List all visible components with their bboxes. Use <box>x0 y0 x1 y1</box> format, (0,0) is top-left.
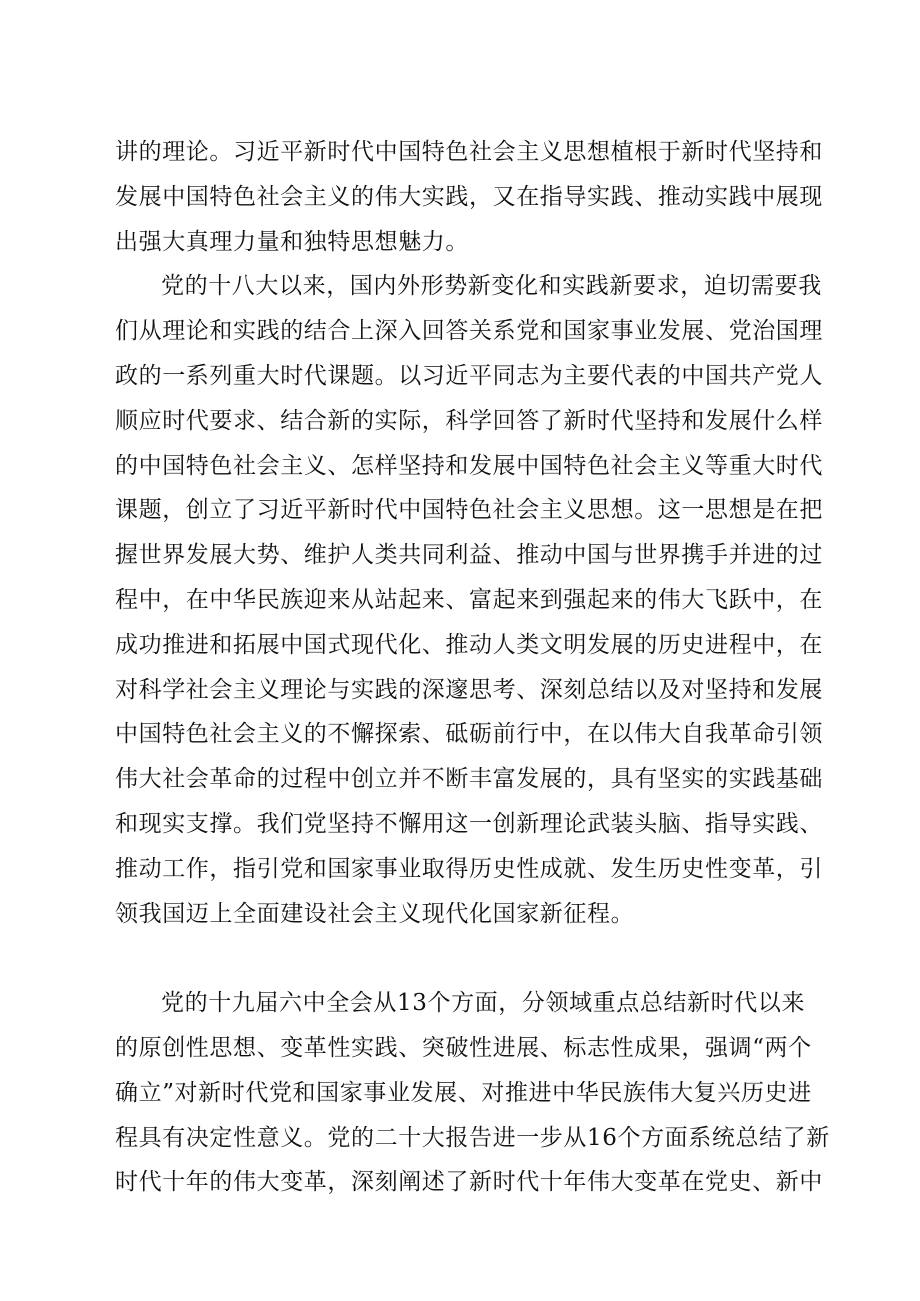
text-line: 握世界发展大势、维护人类共同利益、推动中国与世界携手并进的过 <box>115 542 823 569</box>
text-line: 和现实支撑。我们党坚持不懈用这一创新理论武装头脑、指导实践、 <box>115 810 823 837</box>
text-line: 中国特色社会主义的不懈探索、砥砺前行中，在以伟大自我革命引领 <box>115 721 823 748</box>
text-line: 党的十八大以来，国内外形势新变化和实践新要求，迫切需要我 <box>161 273 822 300</box>
document-body <box>115 130 830 1205</box>
text-line: 程具有决定性意义。党的二十大报告进一步从16个方面系统总结了新 <box>115 1124 830 1151</box>
paragraph-2 <box>115 264 823 981</box>
text-line: 政的一系列重大时代课题。以习近平同志为主要代表的中国共产党人 <box>115 362 823 389</box>
text-line: 课题，创立了习近平新时代中国特色社会主义思想。这一思想是在把 <box>115 497 823 524</box>
text-line: 伟大社会革命的过程中创立并不断丰富发展的，具有坚实的实践基础 <box>115 766 823 793</box>
text-line: 领我国迈上全面建设社会主义现代化国家新征程。 <box>115 900 635 927</box>
text-line: 出强大真理力量和独特思想魅力。 <box>115 228 469 255</box>
paragraph-1 <box>115 130 823 264</box>
text-line: 确立”对新时代党和国家事业发展、对推进中华民族伟大复兴历史进 <box>115 1079 812 1106</box>
text-line: 讲的理论。习近平新时代中国特色社会主义思想植根于新时代坚持和 <box>115 139 823 165</box>
text-line: 成功推进和拓展中国式现代化、推动人类文明发展的历史进程中，在 <box>115 631 823 658</box>
text-line <box>115 936 809 981</box>
text-line: 推动工作，指引党和国家事业取得历史性成就、发生历史性变革，引 <box>115 855 823 882</box>
text-line: 时代十年的伟大变革，深刻阐述了新时代十年伟大变革在党史、新中 <box>115 1169 823 1196</box>
text-line: 程中，在中华民族迎来从站起来、富起来到强起来的伟大飞跃中，在 <box>115 586 823 613</box>
text-line: 党的十九届六中全会从13个方面，分领域重点总结新时代以来 <box>161 990 806 1017</box>
paragraph-3 <box>115 981 830 1205</box>
text-line: 发展中国特色社会主义的伟大实践，又在指导实践、推动实践中展现 <box>115 183 823 210</box>
text-line: 对科学社会主义理论与实践的深邃思考、深刻总结以及对坚持和发展 <box>115 676 823 703</box>
text-line: 的原创性思想、变革性实践、突破性进展、标志性成果，强调“两个 <box>115 1034 812 1061</box>
text-line: 顺应时代要求、结合新的实际，科学回答了新时代坚持和发展什么样 <box>115 407 823 434</box>
text-line: 的中国特色社会主义、怎样坚持和发展中国特色社会主义等重大时代 <box>115 452 823 479</box>
text-line: 们从理论和实践的结合上深入回答关系党和国家事业发展、党治国理 <box>115 318 823 345</box>
